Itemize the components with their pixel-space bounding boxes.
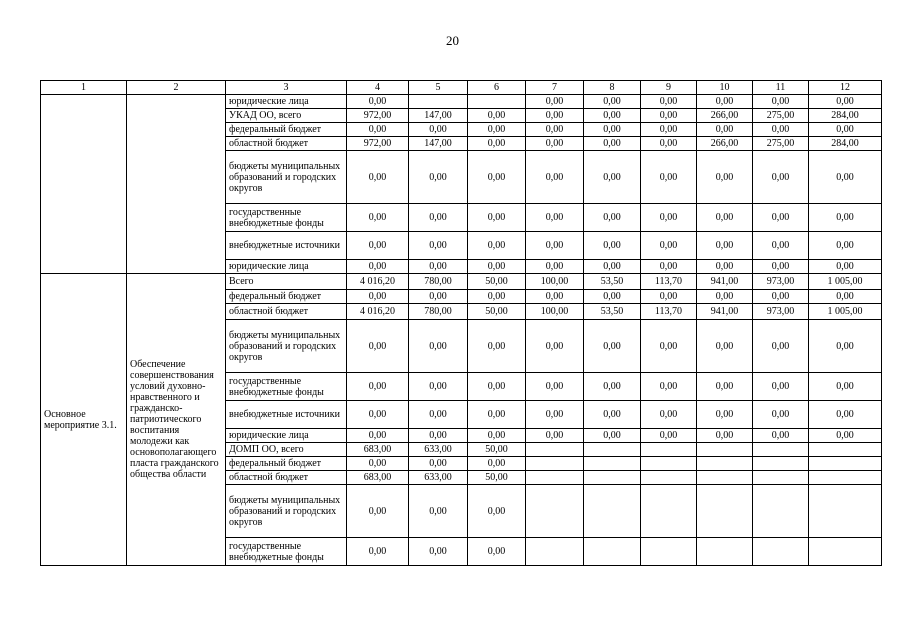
value-cell: 0,00 xyxy=(526,320,584,373)
value-cell: 0,00 xyxy=(753,260,809,274)
value-cell: 0,00 xyxy=(753,401,809,429)
value-cell: 0,00 xyxy=(526,232,584,260)
value-cell xyxy=(526,485,584,538)
value-cell: 633,00 xyxy=(409,443,468,457)
value-cell xyxy=(526,443,584,457)
table-row xyxy=(41,274,882,290)
value-cell: 0,00 xyxy=(526,401,584,429)
value-cell: 4 016,20 xyxy=(347,274,409,290)
value-cell: 0,00 xyxy=(809,260,882,274)
value-cell xyxy=(641,457,697,471)
value-cell: 972,00 xyxy=(347,137,409,151)
column-header-8: 8 xyxy=(584,81,641,95)
value-cell: 53,50 xyxy=(584,274,641,290)
value-cell: 0,00 xyxy=(468,204,526,232)
value-cell: 0,00 xyxy=(697,401,753,429)
value-cell: 0,00 xyxy=(347,485,409,538)
budget-table xyxy=(40,80,882,566)
value-cell: 0,00 xyxy=(526,429,584,443)
value-cell xyxy=(641,443,697,457)
value-cell xyxy=(809,485,882,538)
value-cell: 0,00 xyxy=(697,260,753,274)
value-cell: 0,00 xyxy=(641,232,697,260)
value-cell: 0,00 xyxy=(526,290,584,304)
value-cell: 0,00 xyxy=(409,485,468,538)
value-cell: 0,00 xyxy=(584,320,641,373)
value-cell: 0,00 xyxy=(468,290,526,304)
value-cell: 0,00 xyxy=(347,260,409,274)
value-cell xyxy=(697,538,753,566)
value-cell: 0,00 xyxy=(347,123,409,137)
event-description-cell: Обеспечение совершенствования условий духовно-нравственного и гражданско-патриотического воспитания молодежи как основополагающего пласта гражданского общества области xyxy=(127,274,226,566)
value-cell: 0,00 xyxy=(409,260,468,274)
value-cell xyxy=(409,95,468,109)
value-cell: 0,00 xyxy=(584,429,641,443)
funding-source-cell: внебюджетные источники xyxy=(226,401,347,429)
event-name-cell xyxy=(41,95,127,274)
column-header-11: 11 xyxy=(753,81,809,95)
value-cell: 780,00 xyxy=(409,274,468,290)
value-cell: 0,00 xyxy=(347,232,409,260)
funding-source-cell: федеральный бюджет xyxy=(226,290,347,304)
value-cell: 0,00 xyxy=(347,95,409,109)
value-cell: 0,00 xyxy=(468,401,526,429)
value-cell: 0,00 xyxy=(526,109,584,123)
value-cell: 0,00 xyxy=(584,123,641,137)
value-cell xyxy=(584,457,641,471)
value-cell: 0,00 xyxy=(697,429,753,443)
value-cell: 683,00 xyxy=(347,471,409,485)
value-cell: 0,00 xyxy=(526,95,584,109)
value-cell xyxy=(753,485,809,538)
value-cell: 0,00 xyxy=(468,429,526,443)
value-cell: 0,00 xyxy=(697,290,753,304)
value-cell: 113,70 xyxy=(641,304,697,320)
value-cell: 0,00 xyxy=(468,373,526,401)
value-cell xyxy=(809,538,882,566)
value-cell: 973,00 xyxy=(753,304,809,320)
value-cell: 0,00 xyxy=(584,204,641,232)
value-cell: 0,00 xyxy=(526,373,584,401)
value-cell: 284,00 xyxy=(809,109,882,123)
funding-source-cell: ДОМП ОО, всего xyxy=(226,443,347,457)
value-cell: 0,00 xyxy=(468,123,526,137)
funding-source-cell: бюджеты муниципальных образований и городских округов xyxy=(226,320,347,373)
event-description-cell xyxy=(127,95,226,274)
value-cell: 53,50 xyxy=(584,304,641,320)
value-cell: 0,00 xyxy=(641,260,697,274)
value-cell: 0,00 xyxy=(753,95,809,109)
value-cell: 0,00 xyxy=(809,429,882,443)
value-cell: 0,00 xyxy=(409,151,468,204)
value-cell: 147,00 xyxy=(409,137,468,151)
value-cell: 633,00 xyxy=(409,471,468,485)
value-cell xyxy=(584,485,641,538)
column-header-5: 5 xyxy=(409,81,468,95)
value-cell: 0,00 xyxy=(641,373,697,401)
value-cell: 0,00 xyxy=(697,204,753,232)
value-cell: 683,00 xyxy=(347,443,409,457)
value-cell: 0,00 xyxy=(641,137,697,151)
value-cell: 0,00 xyxy=(641,204,697,232)
value-cell: 0,00 xyxy=(347,457,409,471)
value-cell: 147,00 xyxy=(409,109,468,123)
value-cell: 0,00 xyxy=(753,429,809,443)
value-cell: 284,00 xyxy=(809,137,882,151)
value-cell: 780,00 xyxy=(409,304,468,320)
value-cell: 1 005,00 xyxy=(809,304,882,320)
value-cell: 0,00 xyxy=(641,151,697,204)
value-cell: 0,00 xyxy=(409,232,468,260)
value-cell: 0,00 xyxy=(409,320,468,373)
value-cell: 0,00 xyxy=(753,151,809,204)
value-cell: 4 016,20 xyxy=(347,304,409,320)
value-cell: 0,00 xyxy=(641,95,697,109)
value-cell xyxy=(584,443,641,457)
value-cell: 0,00 xyxy=(468,137,526,151)
value-cell: 275,00 xyxy=(753,137,809,151)
value-cell: 0,00 xyxy=(809,204,882,232)
column-header-7: 7 xyxy=(526,81,584,95)
value-cell: 0,00 xyxy=(468,151,526,204)
value-cell: 0,00 xyxy=(641,290,697,304)
value-cell: 0,00 xyxy=(468,485,526,538)
value-cell: 0,00 xyxy=(584,232,641,260)
value-cell: 0,00 xyxy=(697,232,753,260)
value-cell xyxy=(526,538,584,566)
value-cell xyxy=(697,457,753,471)
value-cell: 0,00 xyxy=(584,109,641,123)
funding-source-cell: федеральный бюджет xyxy=(226,457,347,471)
value-cell: 0,00 xyxy=(526,151,584,204)
value-cell xyxy=(526,471,584,485)
value-cell: 0,00 xyxy=(809,151,882,204)
value-cell xyxy=(468,95,526,109)
funding-source-cell: государственные внебюджетные фонды xyxy=(226,373,347,401)
value-cell xyxy=(753,538,809,566)
value-cell: 1 005,00 xyxy=(809,274,882,290)
funding-source-cell: УКАД ОО, всего xyxy=(226,109,347,123)
value-cell xyxy=(584,538,641,566)
value-cell: 0,00 xyxy=(409,204,468,232)
value-cell: 50,00 xyxy=(468,443,526,457)
value-cell xyxy=(753,471,809,485)
value-cell: 0,00 xyxy=(347,204,409,232)
funding-source-cell: федеральный бюджет xyxy=(226,123,347,137)
value-cell: 266,00 xyxy=(697,109,753,123)
value-cell: 0,00 xyxy=(584,401,641,429)
value-cell: 0,00 xyxy=(753,204,809,232)
column-header-12: 12 xyxy=(809,81,882,95)
value-cell: 100,00 xyxy=(526,274,584,290)
value-cell xyxy=(753,443,809,457)
value-cell: 50,00 xyxy=(468,471,526,485)
table-row xyxy=(41,95,882,109)
value-cell: 0,00 xyxy=(584,373,641,401)
value-cell: 0,00 xyxy=(584,95,641,109)
funding-source-cell: областной бюджет xyxy=(226,137,347,151)
value-cell: 0,00 xyxy=(347,320,409,373)
value-cell: 0,00 xyxy=(697,151,753,204)
value-cell: 0,00 xyxy=(526,204,584,232)
value-cell: 0,00 xyxy=(753,290,809,304)
event-name-cell: Основное мероприятие 3.1. xyxy=(41,274,127,566)
value-cell: 0,00 xyxy=(584,137,641,151)
value-cell: 0,00 xyxy=(641,320,697,373)
value-cell xyxy=(641,538,697,566)
value-cell: 0,00 xyxy=(753,320,809,373)
value-cell: 0,00 xyxy=(641,123,697,137)
value-cell: 0,00 xyxy=(526,137,584,151)
value-cell: 0,00 xyxy=(641,401,697,429)
value-cell: 0,00 xyxy=(468,320,526,373)
funding-source-cell: Всего xyxy=(226,274,347,290)
funding-source-cell: юридические лица xyxy=(226,260,347,274)
value-cell: 0,00 xyxy=(409,373,468,401)
funding-source-cell: юридические лица xyxy=(226,429,347,443)
funding-source-cell: бюджеты муниципальных образований и городских округов xyxy=(226,151,347,204)
column-header-10: 10 xyxy=(697,81,753,95)
value-cell: 941,00 xyxy=(697,304,753,320)
value-cell: 0,00 xyxy=(468,538,526,566)
value-cell: 0,00 xyxy=(347,151,409,204)
value-cell: 0,00 xyxy=(526,123,584,137)
value-cell: 0,00 xyxy=(697,320,753,373)
column-header-3: 3 xyxy=(226,81,347,95)
value-cell xyxy=(584,471,641,485)
page-number: 20 xyxy=(446,33,459,48)
value-cell: 0,00 xyxy=(809,373,882,401)
funding-source-cell: внебюджетные источники xyxy=(226,232,347,260)
funding-source-cell: юридические лица xyxy=(226,95,347,109)
value-cell: 0,00 xyxy=(526,260,584,274)
value-cell: 0,00 xyxy=(468,232,526,260)
value-cell: 0,00 xyxy=(409,123,468,137)
value-cell: 0,00 xyxy=(468,457,526,471)
value-cell: 50,00 xyxy=(468,304,526,320)
value-cell: 0,00 xyxy=(347,290,409,304)
value-cell: 0,00 xyxy=(809,95,882,109)
value-cell: 0,00 xyxy=(409,290,468,304)
value-cell: 972,00 xyxy=(347,109,409,123)
funding-source-cell: областной бюджет xyxy=(226,471,347,485)
value-cell: 0,00 xyxy=(347,401,409,429)
value-cell: 0,00 xyxy=(409,457,468,471)
value-cell xyxy=(697,485,753,538)
value-cell: 0,00 xyxy=(753,123,809,137)
value-cell xyxy=(753,457,809,471)
value-cell: 50,00 xyxy=(468,274,526,290)
value-cell: 0,00 xyxy=(753,232,809,260)
header-row xyxy=(41,81,882,95)
value-cell: 0,00 xyxy=(697,95,753,109)
value-cell: 0,00 xyxy=(753,373,809,401)
value-cell: 0,00 xyxy=(584,260,641,274)
value-cell: 113,70 xyxy=(641,274,697,290)
table-header xyxy=(41,81,882,95)
value-cell: 0,00 xyxy=(809,123,882,137)
funding-source-cell: областной бюджет xyxy=(226,304,347,320)
column-header-4: 4 xyxy=(347,81,409,95)
value-cell: 0,00 xyxy=(409,429,468,443)
value-cell xyxy=(526,457,584,471)
funding-source-cell: бюджеты муниципальных образований и городских округов xyxy=(226,485,347,538)
funding-source-cell: государственные внебюджетные фонды xyxy=(226,204,347,232)
value-cell xyxy=(809,443,882,457)
value-cell: 0,00 xyxy=(809,232,882,260)
value-cell: 0,00 xyxy=(809,290,882,304)
value-cell xyxy=(641,485,697,538)
value-cell: 0,00 xyxy=(347,538,409,566)
value-cell: 0,00 xyxy=(809,320,882,373)
column-header-1: 1 xyxy=(41,81,127,95)
value-cell: 973,00 xyxy=(753,274,809,290)
column-header-6: 6 xyxy=(468,81,526,95)
value-cell: 0,00 xyxy=(468,260,526,274)
value-cell: 0,00 xyxy=(809,401,882,429)
value-cell xyxy=(697,443,753,457)
value-cell: 0,00 xyxy=(468,109,526,123)
value-cell: 0,00 xyxy=(641,109,697,123)
value-cell: 0,00 xyxy=(697,373,753,401)
value-cell: 0,00 xyxy=(347,373,409,401)
value-cell: 0,00 xyxy=(409,401,468,429)
value-cell xyxy=(641,471,697,485)
value-cell: 100,00 xyxy=(526,304,584,320)
table-body xyxy=(41,95,882,566)
column-header-9: 9 xyxy=(641,81,697,95)
value-cell: 0,00 xyxy=(409,538,468,566)
value-cell: 941,00 xyxy=(697,274,753,290)
value-cell: 0,00 xyxy=(584,290,641,304)
value-cell: 266,00 xyxy=(697,137,753,151)
value-cell: 0,00 xyxy=(697,123,753,137)
value-cell: 0,00 xyxy=(641,429,697,443)
value-cell xyxy=(809,471,882,485)
value-cell: 0,00 xyxy=(347,429,409,443)
value-cell xyxy=(809,457,882,471)
column-header-2: 2 xyxy=(127,81,226,95)
value-cell: 0,00 xyxy=(584,151,641,204)
funding-source-cell: государственные внебюджетные фонды xyxy=(226,538,347,566)
value-cell: 275,00 xyxy=(753,109,809,123)
value-cell xyxy=(697,471,753,485)
